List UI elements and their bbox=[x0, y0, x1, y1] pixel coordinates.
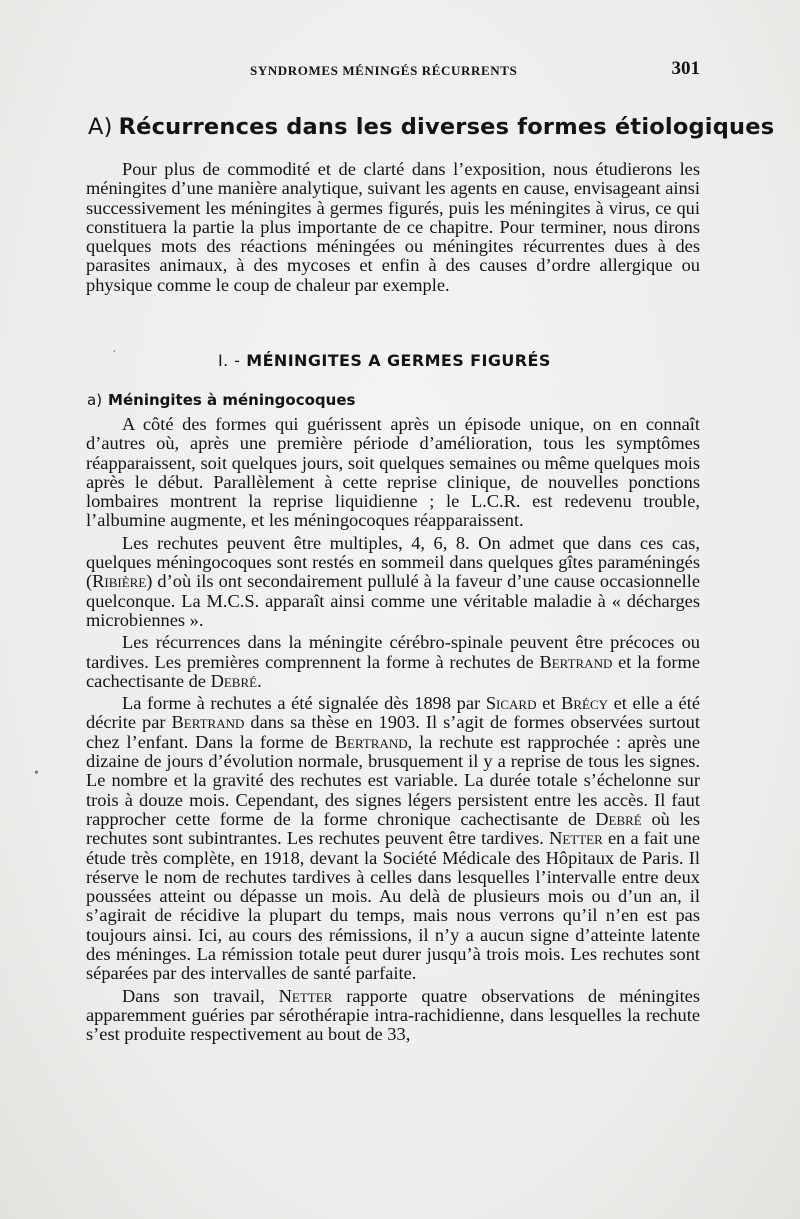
paragraph-5-text-b: rapporte quatre observations de méningites apparemment guéries par sérothérapie intra-rachidienne, dans lesquelles la rechute s’est produite respectivement au bout de 33, bbox=[86, 985, 700, 1045]
paragraph-4-text-a: La forme à rechutes a été signalée dès 1898 par bbox=[122, 693, 486, 714]
paragraph-1: A côté des formes qui guérissent après un épisode unique, on en connaît d’autres où, après une première période d’amélioration, tous les symptômes réapparaissent, soit quelques jours, soit quelques semaines ou même quelques mois après le début. Parallèlement à cette reprise clinique, de nouvelles ponctions lombaires montrent la reprise liquidienne ; le L.C.R. est redevenu trouble, l’albumine augmente, et les méningocoques réapparaissent. bbox=[86, 414, 700, 531]
subsection-heading bbox=[218, 351, 551, 370]
author-name: Debré bbox=[210, 670, 258, 691]
subsection-number: I. - bbox=[218, 351, 241, 370]
paragraph-4-text-g: en a fait une étude très complète, en 1918, devant la Société Médicale des Hôpitaux de Paris. Il réserve le nom de rechutes tardives à celles dans lesquelles l’intervalle entre deux poussées atteint ou dépasse un mois. Au delà de plusieurs mois ou d’un an, il s’agirait de récidive la plupart du temps, mais nous verrons qu’il n’en est pas toujours ainsi. Ici, au cours des rémissions, il n’y a aucun signe d’atteinte latente des méninges. La rémission totale peut durer jusqu’à trois mois. Les rechutes sont séparées par des intervalles de santé parfaite. bbox=[86, 828, 700, 984]
paragraph-4-text-c: et elle a été décrite par bbox=[86, 693, 700, 733]
author-name: Bertrand bbox=[539, 651, 613, 672]
section-heading bbox=[88, 114, 775, 140]
paragraph-4-text-f: où les rechutes sont subintrantes. Les rechutes peuvent être tardives. bbox=[86, 808, 700, 849]
author-name: Brécy bbox=[561, 693, 608, 714]
paragraph-5 bbox=[86, 987, 700, 1045]
author-name: Bertrand bbox=[171, 712, 245, 733]
subsubsection-label: a) bbox=[87, 391, 103, 409]
paragraph-2 bbox=[86, 534, 700, 630]
paragraph-4 bbox=[86, 694, 700, 983]
body-text bbox=[86, 415, 700, 1048]
paragraph-3 bbox=[86, 633, 700, 691]
paragraph-4-text-b: et bbox=[536, 693, 562, 714]
subsubsection-title: Méningites à méningocoques bbox=[108, 391, 356, 409]
author-name: Bertrand bbox=[334, 731, 408, 752]
intro-paragraph: Pour plus de commodité et de clarté dans l’exposition, nous étudierons les méningites d’une manière analytique, suivant les agents en cause, envisageant ainsi successivement les méningites à germes figurés, puis les méningites à virus, ce qui constituera la partie la plus importante de ce chapitre. Pour terminer, nous dirons quelques mots des réactions méningées ou méningites récurrentes dues à des parasites animaux, à des mycoses et enfin à des causes d’ordre allergique ou physique comme le coup de chaleur par exemple. bbox=[86, 159, 700, 295]
section-label: A) bbox=[88, 114, 113, 140]
author-name: Debré bbox=[595, 808, 642, 829]
paragraph-4-text-d: dans sa thèse en 1903. Il s’agit de formes observées surtout chez l’enfant. Dans la forme de bbox=[86, 712, 700, 752]
paragraph-2-text-b: ) d’où ils ont secondairement pullulé à la faveur d’une cause occasionnelle quelconque. La M.C.S. apparaît ainsi comme une véritable maladie à « décharges microbiennes ». bbox=[86, 571, 700, 630]
section-title: Récurrences dans les diverses formes étiologiques bbox=[118, 114, 775, 140]
author-name: Sicard bbox=[485, 693, 537, 714]
margin-speck: • bbox=[34, 766, 39, 781]
subsubsection-heading bbox=[87, 391, 355, 409]
margin-speck: · bbox=[112, 345, 117, 360]
paragraph-3-text-b: et la forme cachectisante de bbox=[86, 651, 701, 691]
subsection-title: MÉNINGITES A GERMES FIGURÉS bbox=[246, 351, 551, 370]
author-name: Netter bbox=[549, 828, 603, 849]
author-name: Ribière bbox=[92, 571, 147, 592]
intro-block bbox=[86, 160, 700, 295]
paragraph-3-text-c: . bbox=[257, 670, 262, 691]
page-header bbox=[85, 58, 700, 84]
running-title: SYNDROMES MÉNINGÉS RÉCURRENTS bbox=[250, 63, 518, 78]
paragraph-4-text-e: , la rechute est rapprochée : après une dizaine de jours d’évolution normale, brusquement il y a reprise de tous les signes. Le nombre et la gravité des rechutes est variable. La durée totale s’échelonne sur trois à douze mois. Cependant, des signes légers persistent entre les accès. Il faut rapprocher cette forme de la forme chronique cachectisante de bbox=[86, 731, 700, 829]
author-name: Netter bbox=[278, 985, 333, 1006]
page-number: 301 bbox=[671, 58, 700, 79]
paragraph-2-text-a: Les rechutes peuvent être multiples, 4, 6, 8. On admet que dans ces cas, quelques méningocoques sont restés en sommeil dans quelques gîtes paraméningés ( bbox=[86, 532, 700, 592]
paragraph-5-text-a: Dans son travail, bbox=[122, 985, 279, 1006]
paragraph-3-text-a: Les récurrences dans la méningite cérébro-spinale peuvent être précoces ou tardives. Les premières comprennent la forme à rechutes de bbox=[86, 632, 700, 672]
